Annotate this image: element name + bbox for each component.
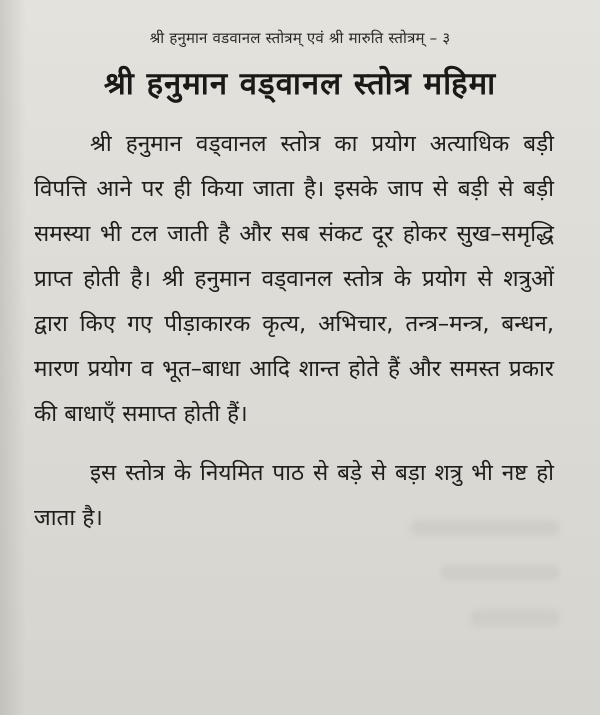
running-header: श्री हनुमान वडवानल स्तोत्रम् एवं श्री मारुति स्तोत्रम् – ३ bbox=[149, 29, 451, 47]
page-title: श्री हनुमान वड्वानल स्तोत्र महिमा bbox=[103, 66, 497, 102]
paragraph: इस स्तोत्र के नियमित पाठ से बड़े से बड़ा शत्रु भी नष्ट हो जाता है। bbox=[34, 460, 554, 531]
body-text bbox=[34, 122, 554, 541]
bleed-through-mark bbox=[470, 610, 560, 626]
bleed-through-mark bbox=[440, 565, 560, 581]
paragraph: श्री हनुमान वड्वानल स्तोत्र का प्रयोग अत्याधिक बड़ी विपत्ति आने पर ही किया जाता है। इसके जाप से बड़ी से बड़ी समस्या भी टल जाती है और सब संकट दूर होकर सुख–समृद्धि प्राप्त होती है। श्री हनुमान वड्वानल स्तोत्र के प्रयोग से शत्रुओं द्वारा किए गए पीड़ाकारक कृत्य, अभिचार, तन्त्र–मन्त्र, बन्धन, मारण प्रयोग व भूत–बाधा आदि शान्त होते हैं और समस्त प्रकार की बाधाएँ समाप्त होती हैं। bbox=[34, 131, 554, 427]
page-edge-shadow bbox=[0, 0, 26, 715]
